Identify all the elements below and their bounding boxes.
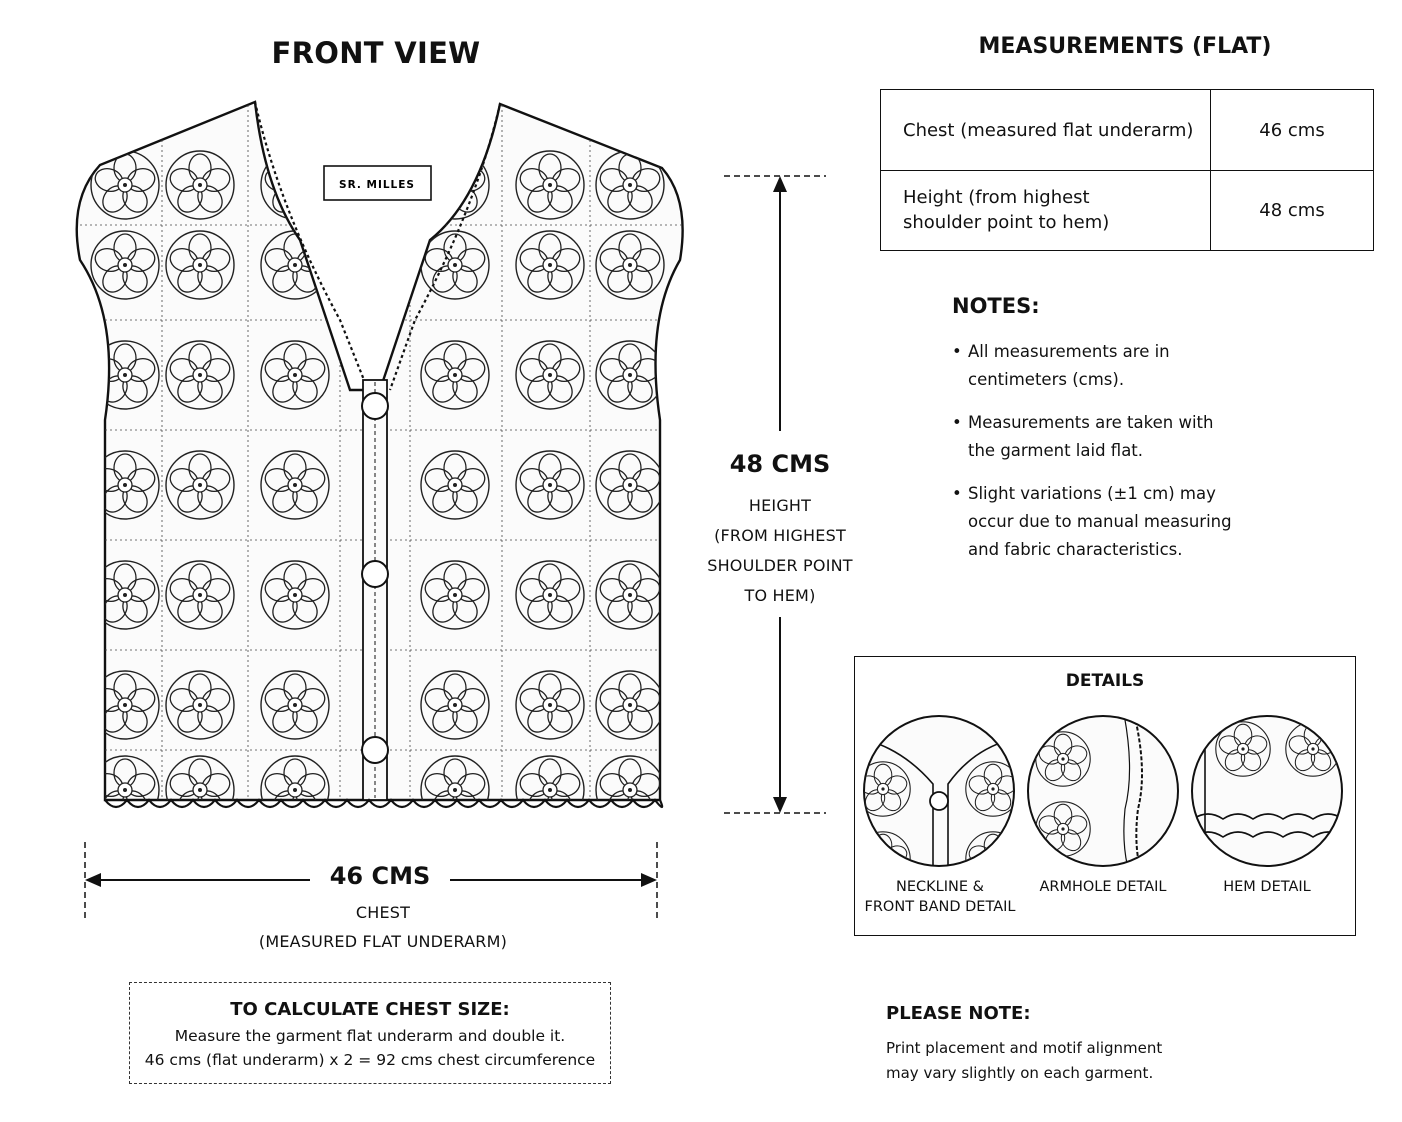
cell-label-text: Height (from highest	[903, 187, 1090, 208]
cell-value-text: 48 cms	[1259, 199, 1325, 221]
note-line: and fabric characteristics.	[968, 540, 1183, 559]
neckline-detail-image	[863, 716, 1020, 877]
table-cell-value	[1211, 90, 1373, 170]
cell-label-text: shoulder point to hem)	[903, 212, 1110, 233]
detail-label-hem	[1187, 877, 1347, 897]
table-cell-label	[881, 170, 1211, 250]
note-line: occur due to manual measuring	[968, 512, 1232, 531]
brand-label-text: SR. MILLES	[339, 179, 415, 191]
notes-title: NOTES:	[952, 294, 1040, 318]
table-row	[881, 90, 1373, 171]
button-bottom	[362, 737, 388, 763]
detail-label-armhole	[1023, 877, 1183, 897]
hem-detail-image	[1192, 709, 1343, 866]
list-item	[952, 480, 1252, 564]
cell-label-text: Chest (measured flat underarm)	[903, 119, 1194, 141]
please-note-line: may vary slightly on each garment.	[886, 1064, 1154, 1082]
vest-front-illustration	[50, 90, 690, 820]
note-line: centimeters (cms).	[968, 370, 1125, 389]
table-row	[881, 170, 1373, 250]
measurements-table	[880, 89, 1374, 251]
note-line: the garment laid flat.	[968, 441, 1144, 460]
chest-sublabel: (MEASURED FLAT UNDERARM)	[258, 932, 508, 951]
please-note-line: Print placement and motif alignment	[886, 1039, 1163, 1057]
height-label-line: HEIGHT	[748, 496, 812, 515]
measurements-title: MEASUREMENTS (FLAT)	[978, 34, 1272, 59]
calc-line-2: 46 cms (flat underarm) x 2 = 92 cms chest circumference	[144, 1051, 596, 1069]
detail-circles	[863, 709, 1349, 877]
calc-line-1: Measure the garment flat underarm and double it.	[174, 1027, 566, 1045]
details-panel	[854, 656, 1356, 936]
notes-list	[952, 338, 1252, 579]
table-cell-value	[1211, 170, 1373, 250]
details-title: DETAILS	[1065, 671, 1145, 691]
cell-value-text: 46 cms	[1259, 119, 1325, 141]
please-note-text	[886, 1036, 1162, 1086]
note-line: • All measurements are in	[968, 342, 1170, 361]
detail-label-line: NECKLINE &	[896, 879, 984, 895]
table-cell-label	[881, 90, 1211, 170]
calc-title: TO CALCULATE CHEST SIZE:	[230, 999, 510, 1020]
height-label	[690, 491, 870, 611]
note-line: • Measurements are taken with	[968, 413, 1214, 432]
height-value: 48 CMS	[729, 450, 831, 478]
armhole-detail-image	[1028, 709, 1178, 877]
height-label-line: TO HEM)	[744, 586, 816, 605]
button-middle	[362, 561, 388, 587]
front-view-title: FRONT VIEW	[271, 36, 481, 70]
detail-label-neckline	[855, 877, 1025, 917]
detail-label-line: ARMHOLE DETAIL	[1039, 879, 1167, 895]
chest-value: 46 CMS	[329, 862, 431, 890]
chest-label: CHEST	[355, 903, 411, 922]
list-item	[952, 409, 1252, 465]
detail-label-line: HEM DETAIL	[1223, 879, 1311, 895]
button-top	[362, 393, 388, 419]
height-label-line: (FROM HIGHEST	[714, 526, 846, 545]
note-line: • Slight variations (±1 cm) may	[968, 484, 1216, 503]
height-label-line: SHOULDER POINT	[707, 556, 853, 575]
list-item	[952, 338, 1252, 394]
please-note-title: PLEASE NOTE:	[886, 1003, 1031, 1024]
chest-size-calculation-box	[129, 982, 611, 1084]
detail-label-line: FRONT BAND DETAIL	[864, 899, 1016, 915]
